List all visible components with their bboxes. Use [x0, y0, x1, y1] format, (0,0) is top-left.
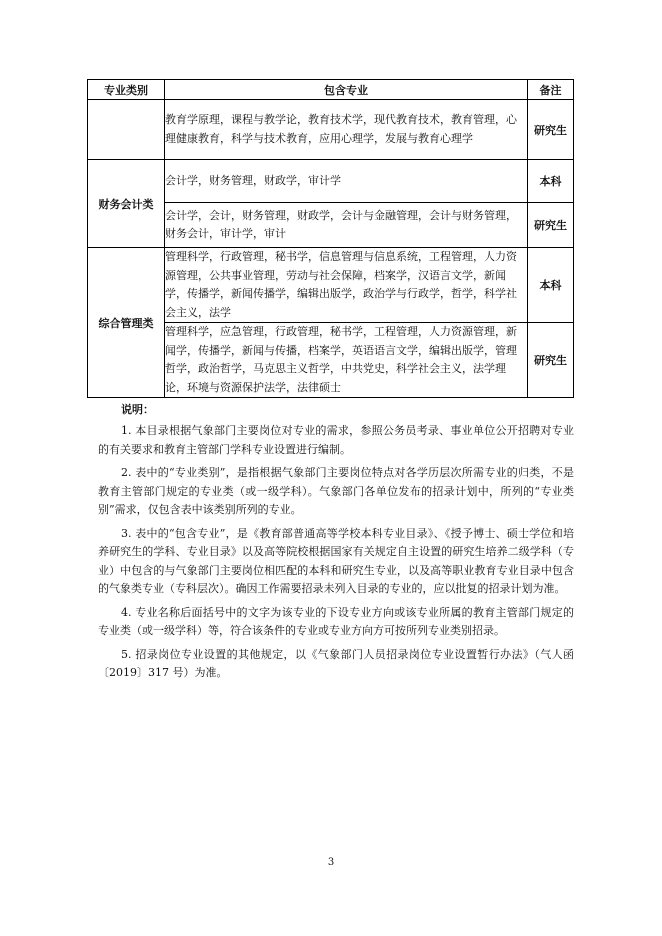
note-cell: 本科 — [528, 160, 574, 203]
table-header-row — [88, 80, 574, 100]
note-paragraph-1: 1. 本目录根据气象部门主要岗位对专业的需求，参照公务员考录、事业单位公开招聘对专业的有关要求和教育主管部门学科专业设置进行编制。 — [98, 424, 574, 456]
note-paragraph-3: 3. 表中的“包含专业”，是《教育部普通高等学校本科专业目录》、《授予博士、硕士学位和培养研究生的学科、专业目录》以及高等院校根据国家有关规定自主设置的研究生培养二级学科（专业）中包含的与气象部门主要岗位相匹配的本科和研究生专业，以及高等职业教育专业目录中包含的气象类专业（专科层次）。确因工作需要招录未列入目录的专业的，应以批复的招录计划为准。 — [98, 526, 574, 595]
header-note: 备注 — [528, 80, 574, 100]
category-cell-finance: 财务会计类 — [88, 160, 165, 248]
note-paragraph-4: 4. 专业名称后面括号中的文字为该专业的下设专业方向或该专业所属的教育主管部门规定的专业类（或一级学科）等，符合该条件的专业或专业方向方可按所列专业类别招录。 — [98, 605, 574, 637]
majors-cell: 管理科学，行政管理，秘书学，信息管理与信息系统，工程管理，人力资源管理，公共事业管理，劳动与社会保障，档案学，汉语言文学，新闻学，传播学，新闻传播学，编辑出版学，政治学与行政学，哲学，科学社会主义，法学 — [165, 248, 528, 323]
category-cell-admin: 综合管理类 — [88, 248, 165, 398]
notes-title: 说明： — [121, 403, 154, 416]
table-row-education-grad — [88, 100, 574, 160]
note-paragraph-5: 5. 招录岗位专业设置的其他规定，以《气象部门人员招录岗位专业设置暂行办法》（气人函〔2019〕317 号）为准。 — [98, 647, 574, 679]
majors-cell: 会计学，财务管理，财政学，审计学 — [165, 160, 528, 203]
note-cell: 本科 — [528, 248, 574, 323]
note-cell: 研究生 — [528, 323, 574, 398]
table-row-admin-undergrad — [88, 248, 574, 323]
category-cell-empty — [88, 100, 165, 160]
header-majors: 包含专业 — [165, 80, 528, 100]
majors-cell: 管理科学，应急管理，行政管理，秘书学，工程管理，人力资源管理，新闻学，传播学，新闻与传播，档案学，英语语言文学，编辑出版学，管理哲学，政治哲学，马克思主义哲学，中共党史，科学社会主义，法学理论，环境与资源保护法学，法律硕士 — [165, 323, 528, 398]
page-number: 3 — [327, 857, 335, 868]
header-category: 专业类别 — [88, 80, 165, 100]
note-paragraph-2: 2. 表中的“专业类别”，是指根据气象部门主要岗位特点对各学历层次所需专业的归类，不是教育主管部门规定的专业类（或一级学科）。气象部门各单位发布的招录计划中，所列的“专业类别”需求，仅包含表中该类别所列的专业。 — [98, 466, 574, 516]
majors-cell: 教育学原理，课程与教学论，教育技术学，现代教育技术，教育管理，心理健康教育，科学与技术教育，应用心理学，发展与教育心理学 — [165, 100, 528, 160]
majors-table — [87, 79, 574, 398]
notes-section — [98, 402, 574, 688]
note-cell: 研究生 — [528, 203, 574, 248]
majors-cell: 会计学，会计，财务管理，财政学，会计与金融管理，会计与财务管理，财务会计，审计学，审计 — [165, 203, 528, 248]
note-cell: 研究生 — [528, 100, 574, 160]
table-row-finance-undergrad — [88, 160, 574, 203]
